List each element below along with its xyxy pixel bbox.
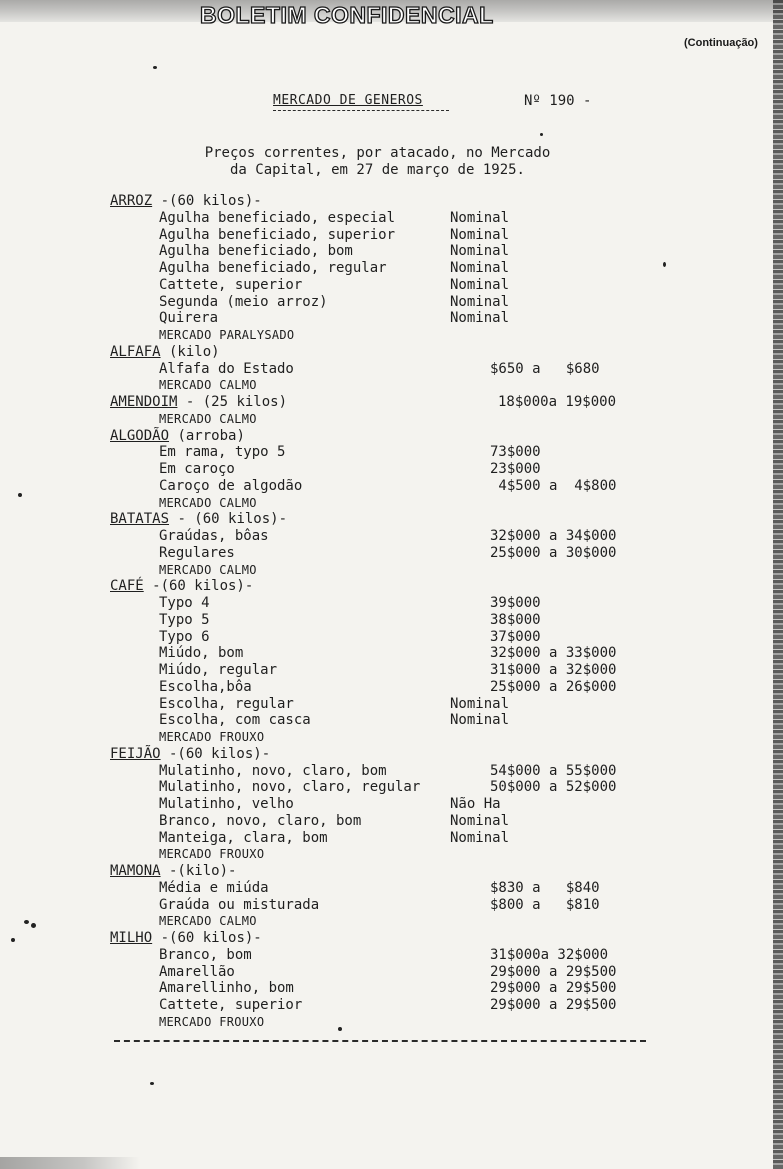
item-price: Nominal	[450, 310, 510, 327]
item-price: Nominal	[450, 209, 510, 226]
scan-speck	[153, 66, 157, 69]
category-name: FEIJÃO	[110, 745, 161, 762]
item-label: Escolha,bôa	[159, 678, 252, 695]
item-label: Regulares	[159, 544, 235, 561]
item-price: $830 a $840	[490, 879, 600, 896]
category-header	[110, 863, 236, 880]
item-label: Alfafa do Estado	[159, 360, 294, 377]
item-label: Segunda (meio arroz)	[159, 293, 328, 310]
item-price: 32$000 a 34$000	[490, 528, 617, 544]
item-label: Mulatinho, velho	[159, 796, 294, 812]
item-price: Nominal	[450, 812, 510, 829]
item-label: Miúdo, bom	[159, 645, 244, 662]
category-name: ALFAFA	[110, 343, 161, 360]
item-price: 37$000	[490, 628, 541, 645]
market-status: MERCADO CALMO	[159, 378, 257, 393]
item-label: Branco, bom	[159, 946, 252, 963]
intro-line-2: da Capital, em 27 de março de 1925.	[229, 162, 525, 178]
category-unit: -(60 kilos)-	[152, 930, 262, 946]
scan-speck	[338, 1027, 342, 1031]
item-label: Quirera	[159, 310, 219, 327]
item-price: 29$000 a 29$500	[490, 980, 617, 997]
item-price: 54$000 a 55$000	[490, 762, 617, 779]
item-label: Escolha, regular	[159, 695, 294, 712]
item-price: 73$000	[490, 444, 541, 461]
item-price: 31$000 a 32$000	[490, 662, 617, 678]
category-name: CAFÉ	[110, 578, 144, 595]
intro-paragraph	[165, 145, 590, 179]
item-label: Cattete, superior	[159, 276, 303, 293]
item-label: Mulatinho, novo, claro, bom	[159, 762, 387, 779]
item-price: 29$000 a 29$500	[490, 997, 617, 1013]
category-header	[110, 746, 270, 763]
scan-right-edge	[773, 0, 783, 1169]
item-price: Nominal	[450, 276, 510, 293]
item-label: Typo 6	[159, 628, 210, 645]
item-label: Miúdo, regular	[159, 662, 278, 678]
category-header	[110, 394, 287, 411]
item-price: Nominal	[450, 260, 510, 276]
scan-speck	[150, 1082, 154, 1085]
market-status: MERCADO CALMO	[159, 495, 257, 510]
market-status: MERCADO CALMO	[159, 914, 257, 929]
item-price: 29$000 a 29$500	[490, 963, 617, 980]
item-label: Agulha beneficiado, regular	[159, 260, 387, 276]
item-price: Nominal	[450, 226, 510, 243]
category-name: AMENDOIM	[110, 394, 178, 410]
item-label: Manteiga, clara, bom	[159, 829, 328, 846]
scan-speck	[663, 262, 666, 267]
category-name: MAMONA	[110, 863, 161, 879]
item-price: 25$000 a 26$000	[490, 678, 617, 695]
item-price: 50$000 a 52$000	[490, 779, 617, 796]
item-label: Graúda ou misturada	[159, 896, 320, 913]
item-label: Agulha beneficiado, superior	[159, 226, 396, 243]
category-header	[110, 193, 262, 210]
document-title: MERCADO DE GENEROS	[273, 93, 423, 108]
market-status: MERCADO FROUXO	[159, 1014, 265, 1029]
item-label: Agulha beneficiado, bom	[159, 243, 353, 260]
title-dashed-rule	[273, 110, 449, 111]
category-header	[110, 428, 245, 445]
item-label: Em rama, typo 5	[159, 444, 286, 461]
category-name: BATATAS	[110, 511, 170, 528]
category-unit: (kilo)	[160, 343, 220, 360]
item-label: Mulatinho, novo, claro, regular	[159, 779, 421, 796]
category-name: ARROZ	[110, 193, 153, 209]
item-label: Em caroço	[159, 461, 235, 477]
item-price: Nominal	[450, 243, 510, 260]
item-label: Graúdas, bôas	[159, 528, 269, 544]
category-unit: - (25 kilos)	[177, 394, 288, 410]
category-unit: -(60 kilos)-	[160, 745, 271, 762]
scan-speck	[540, 133, 543, 136]
bulletin-header-title: BOLETIM CONFIDENCIAL	[200, 2, 494, 28]
category-unit: (arroba)	[169, 427, 245, 444]
category-header	[110, 344, 220, 361]
category-header	[110, 930, 262, 947]
item-price: Nominal	[450, 712, 510, 729]
item-price: 25$000 a 30$000	[490, 544, 617, 561]
category-unit: -(60 kilos)-	[152, 193, 262, 209]
category-name: ALGODÃO	[110, 427, 170, 444]
scan-speck	[18, 493, 22, 497]
item-price: $650 a $680	[490, 360, 600, 377]
item-price: 32$000 a 33$000	[490, 645, 617, 662]
item-label: Cattete, superior	[159, 997, 303, 1013]
continuation-label: (Continuação)	[684, 37, 758, 49]
item-label: Agulha beneficiado, especial	[159, 209, 396, 226]
item-price: 23$000	[490, 461, 541, 477]
item-label: Amarellinho, bom	[159, 980, 294, 997]
bottom-dashed-rule	[114, 1040, 646, 1042]
market-status: MERCADO CALMO	[159, 562, 257, 577]
scan-bottom-smudge	[0, 1157, 140, 1169]
category-header	[110, 578, 253, 595]
item-label: Caroço de algodão	[159, 477, 303, 494]
item-price: 39$000	[490, 595, 541, 611]
category-name: MILHO	[110, 930, 153, 946]
item-price: Não Ha	[450, 796, 501, 812]
item-price: Nominal	[450, 293, 510, 310]
category-unit: -(kilo)-	[160, 863, 237, 879]
item-label: Typo 4	[159, 595, 210, 611]
item-price: 4$500 a 4$800	[490, 477, 617, 494]
item-label: Média e miúda	[159, 879, 269, 896]
item-price: $800 a $810	[490, 896, 600, 913]
category-unit: - (60 kilos)-	[169, 511, 288, 528]
scan-speck	[11, 938, 15, 942]
item-price: 31$000a 32$000	[490, 946, 609, 963]
item-label: Typo 5	[159, 611, 210, 628]
intro-line-1: Preços correntes, por atacado, no Mercado	[204, 145, 551, 161]
item-label: Branco, novo, claro, bom	[159, 812, 362, 829]
category-header	[110, 511, 287, 528]
scan-speck	[24, 920, 29, 924]
scan-speck	[31, 923, 36, 928]
market-status: MERCADO CALMO	[159, 411, 257, 426]
item-label: Amarellão	[159, 963, 235, 980]
item-price: Nominal	[450, 829, 510, 846]
item-price: Nominal	[450, 695, 510, 712]
market-status: MERCADO FROUXO	[159, 730, 265, 744]
market-status: MERCADO PARALYSADO	[159, 328, 295, 342]
document-number: Nº 190 -	[524, 93, 592, 109]
category-unit: -(60 kilos)-	[143, 578, 254, 595]
item-label: Escolha, com casca	[159, 712, 311, 729]
category-price: 18$000a 19$000	[498, 394, 617, 410]
item-price: 38$000	[490, 611, 541, 628]
market-status: MERCADO FROUXO	[159, 847, 265, 862]
